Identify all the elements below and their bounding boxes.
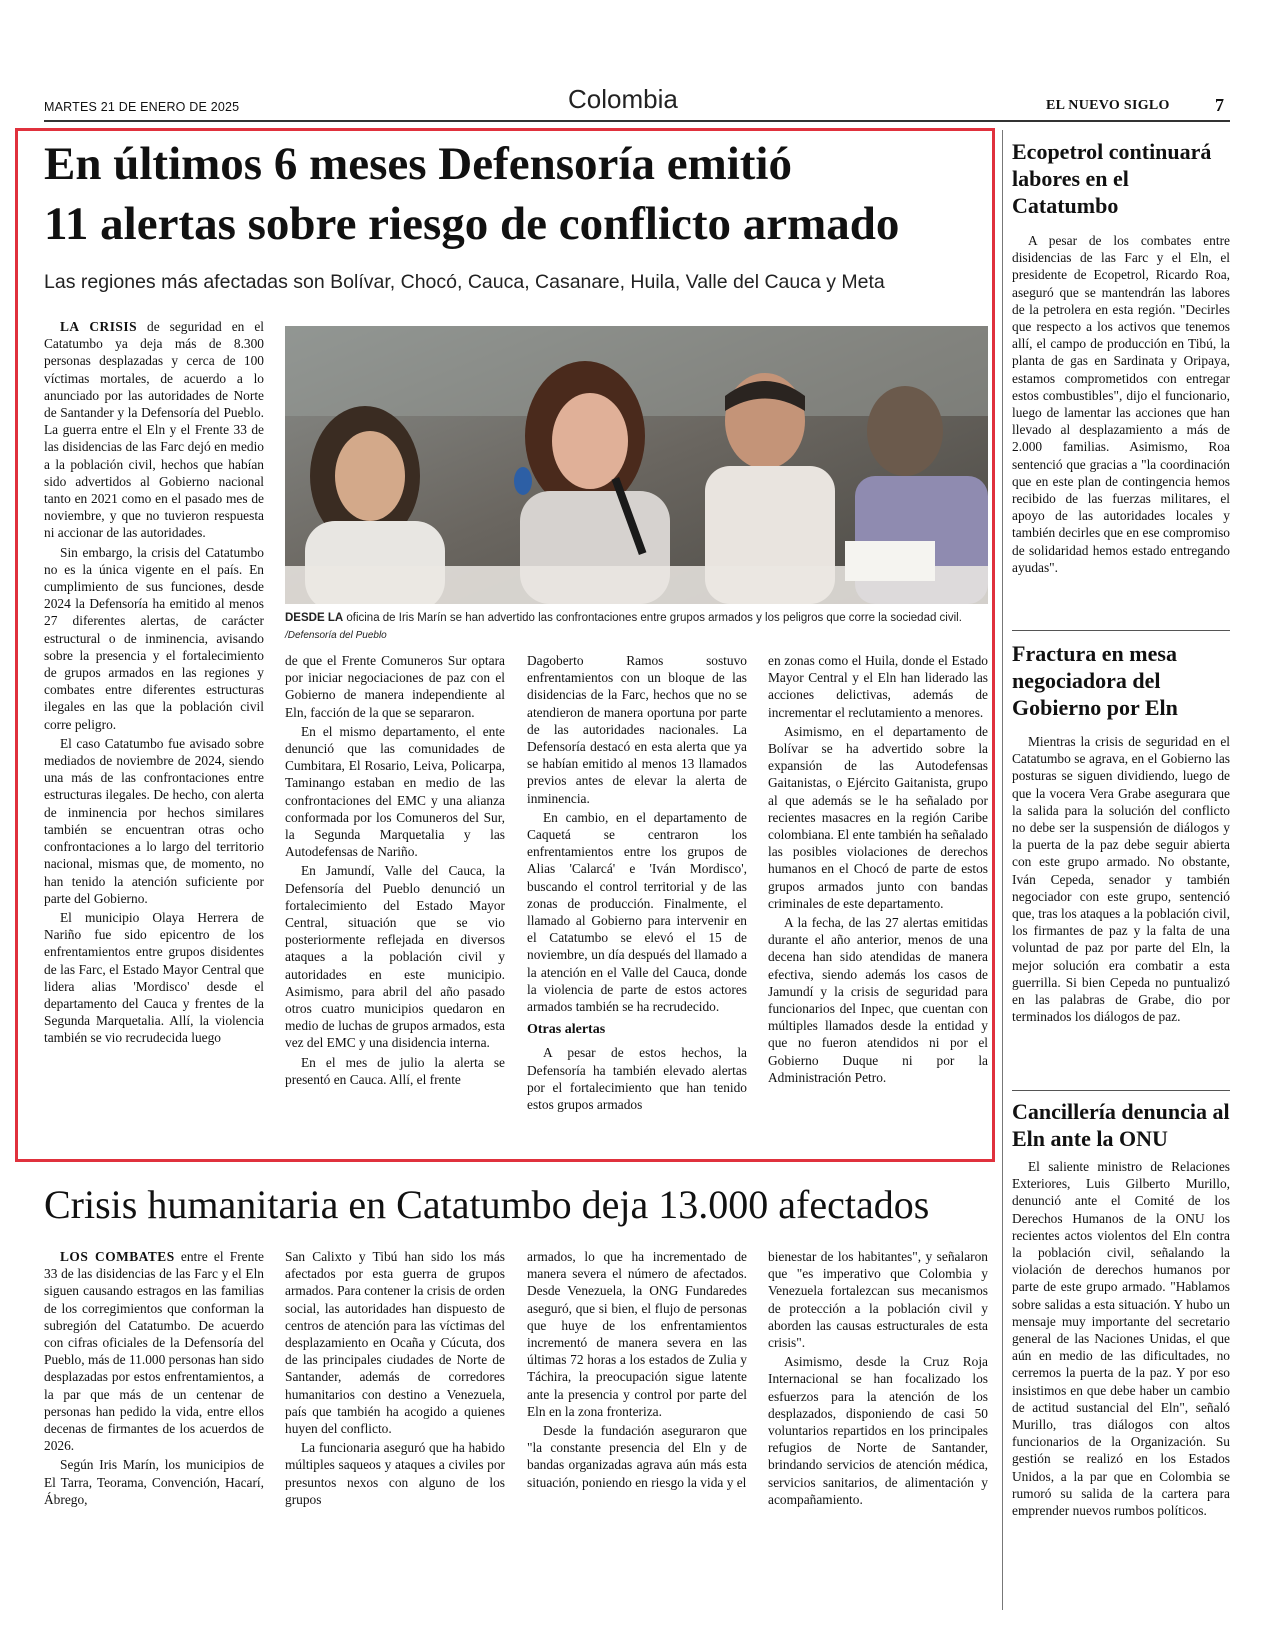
second-lead: LOS COMBATES <box>60 1249 175 1264</box>
photo-caption <box>285 610 988 644</box>
sidebar-headline-1: Ecopetrol continuará labores en el Catatumbo <box>1012 139 1212 218</box>
second-column-2 <box>285 1248 505 1620</box>
sidebar-story3-body: El saliente ministro de Relaciones Exteriores, Luis Gilberto Murillo, denunció ante el Comité de los Derechos Humanos de la ONU los recientes actos violentos del Eln contra la población civil, señalando la violación de derechos humanos por parte de este grupo armado. "Hablamos sobre salidas a esta situación. Y hubo un mensaje muy importante del secretario general de las Naciones Unidas, el que aún en medio de las dificultades, no cerremos la puerta de la paz. Y por eso insistimos en que debe haber un cambio de actitud sustancial del Eln", señaló Murillo, tras diálogos con altos funcionarios de la Organización. Su gestión se realizó en los Estados Unidos, a la par que en Colombia se rumoró su salida de la cartera para emprender nuevos rumbos políticos. <box>1012 1159 1230 1519</box>
sidebar-headline-3: Cancillería denuncia al Eln ante la ONU <box>1012 1099 1230 1151</box>
second-column-1 <box>44 1248 264 1620</box>
main-column-4 <box>768 652 988 1150</box>
sidebar-body-2 <box>1012 733 1230 1085</box>
main-headline <box>44 134 989 254</box>
sidebar-body-3 <box>1012 1158 1230 1628</box>
caption-credit: /Defensoría del Pueblo <box>285 630 387 641</box>
page-date: MARTES 21 DE ENERO DE 2025 <box>44 100 240 114</box>
second-col1-p2: Según Iris Marín, los municipios de El Tarra, Teorama, Convención, Hacarí, Ábrego, <box>44 1457 264 1507</box>
second-col3-p1: armados, lo que ha incrementado de manera severa el número de afectados. Desde Venezuela, la ONG Fundaredes aseguró, que si bien, el flujo de personas que huye de los enfrentamientos incrementó de manera severa en las últimas 72 horas a los estados de Zulia y Táchira, la preocupación sigue latente ante la presencia y control por parte del Eln en la zona fronteriza. <box>527 1249 747 1419</box>
header-rule <box>44 120 1230 122</box>
section-title: Colombia <box>568 84 678 114</box>
sidebar-headline-2: Fractura en mesa negociadora del Gobierno por Eln <box>1012 641 1178 720</box>
second-col2-p1: San Calixto y Tibú han sido los más afectados por esta guerra de grupos armados. Para contener la crisis de orden social, las autoridades han dispuesto de centros de atención para las víctimas del desplazamiento en Ocaña y Cúcuta, dos de las principales ciudades de Norte de Santander, además de corredores humanitarios con destino a Venezuela, país que también ha acogido a quienes huyen del conflicto. <box>285 1249 505 1437</box>
second-col4-p1: bienestar de los habitantes", y señalaron que "es imperativo que Colombia y Venezuela fortalezcan sus mecanismos de protección a la población civil y aborden las causas estructurales de esta crisis". <box>768 1249 988 1351</box>
sidebar-story1-body: A pesar de los combates entre disidencias de las Farc y el Eln, el presidente de Ecopetrol, Ricardo Roa, aseguró que se mantendrán las labores de la petrolera en esta región. "Decirles que respecto a los activos que tenemos allí, el campo de producción en Tibú, la planta de gas en Sardinata y Oripaya, estamos comprometidos con entregar estos combustibles", dijo el funcionario, luego de lamentar las acciones que han llevado al desplazamiento a más de 2.000 familias. Asimismo, Roa sentenció que gracias a "la coordinación que en este plan de contingencia hemos recibido de las fuerzas militares, el apoyo de las autoridades locales y también decirles que en ese compromiso de solidaridad hemos estado entregando ayudas". <box>1012 233 1230 575</box>
main-col3-p3: A pesar de estos hechos, la Defensoría ha también elevado alertas por el fortalecimiento que han tenido estos grupos armados <box>527 1045 747 1113</box>
caption-text: oficina de Iris Marín se han advertido las confrontaciones entre grupos armados y los peligros que corre la sociedad civil. <box>343 612 962 624</box>
second-column-4 <box>768 1248 988 1620</box>
main-subhead-otras-alertas: Otras alertas <box>527 1022 606 1038</box>
main-col3-p1: Dagoberto Ramos sostuvo enfrentamientos con un bloque de las disidencias de la Farc, hechos que no se atendieron de manera oportuna por parte de las autoridades nacionales. La Defensoría destacó en esta alerta que ya se habían emitido al menos 13 llamados previos antes de elevar la alerta de inminencia. <box>527 653 747 806</box>
sidebar-rule-2 <box>1012 1090 1230 1091</box>
sidebar-rule-1 <box>1012 630 1230 631</box>
main-column-3 <box>527 652 747 1150</box>
main-col4-p3: A la fecha, de las 27 alertas emitidas durante el año anterior, menos de una decena han sido atendidas de manera efectiva, siendo además los casos de Jamundí y la crisis de seguridad para funcionarios del Inpec, que cuentan con múltiples llamados desde la entidad y que no fueron atendidos ni por el Gobierno Duque ni por la Administración Petro. <box>768 915 988 1085</box>
main-photo <box>285 326 988 604</box>
main-headline-line2: 11 alertas sobre riesgo de conflicto armado <box>44 198 900 250</box>
sidebar-body-1 <box>1012 232 1230 622</box>
second-col3-p2: Desde la fundación aseguraron que "la constante presencia del Eln y de bandas organizadas agrava aún más esta situación, poniendo en riesgo la vida y el <box>527 1423 747 1490</box>
second-col4-p2: Asimismo, desde la Cruz Roja Internacional se han focalizado los esfuerzos para la atención de los desplazados, disponiendo de casi 50 voluntarios repartidos en los principales refugios de Norte de Santander, brindando servicios de atención médica, servicios sanitarios, de alimentación y acompañamiento. <box>768 1354 988 1507</box>
main-col1-p1: de seguridad en el Catatumbo ya deja más de 8.300 personas desplazadas y cerca de 100 víctimas mortales, de acuerdo a lo anunciado por las autoridades de Norte de Santander y la Defensoría del Pueblo. La guerra entre el Eln y el Frente 33 de las disidencias de las Farc dejó en medio a la población civil, hechos que habían sido advertidos al Gobierno nacional tanto en 2021 como en el pasado mes de noviembre, y que no tuvieron respuesta ni accionar de las autoridades. <box>44 319 264 541</box>
sidebar-divider <box>1002 130 1003 1610</box>
newspaper-name: EL NUEVO SIGLO <box>1046 98 1170 113</box>
photo-illustration <box>285 326 988 604</box>
second-headline: Crisis humanitaria en Catatumbo deja 13.000 afectados <box>44 1182 930 1227</box>
main-col2-p4: En el mes de julio la alerta se presentó en Cauca. Allí, el frente <box>285 1054 505 1087</box>
sidebar-story2-body: Mientras la crisis de seguridad en el Catatumbo se agrava, en el Gobierno las posturas se siguen dividiendo, luego de que la vocera Vera Grabe asegurara que la salida para la solución del conflicto no debe ser la suspensión de diálogos y la puerta de la paz debe seguir abierta con este grupo armado. No obstante, Iván Cepeda, senador y también negociador con este grupo, sentenció que, tras los ataques a la población civil, los firmantes de paz y la falta de una voluntad de paz por parte del Eln, la mejor solución era combatir a esta guerrilla. Si bien Cepeda no puntualizó en las palabras de Grabe, dio por terminados los diálogos de paz. <box>1012 734 1230 1025</box>
main-lead: LA CRISIS <box>60 319 138 334</box>
second-column-3 <box>527 1248 747 1620</box>
main-col3-p2: En cambio, en el departamento de Caquetá se centraron los enfrentamientos entre los grupos de Alias 'Calarcá' e 'Iván Mordisco', buscando el control territorial y de las zonas de producción. Finalmente, el llamado al Gobierno para intervenir en el Catatumbo se elevó el 15 de noviembre, un día después del llamado a la atención en el Valle del Cauca, donde la violencia de parte de estos actores armados también se ha recrudecido. <box>527 809 747 1015</box>
main-subheadline: Las regiones más afectadas son Bolívar, Chocó, Cauca, Casanare, Huila, Valle del Cauca y Meta <box>44 271 885 293</box>
main-col1-p3: El caso Catatumbo fue avisado sobre mediados de noviembre de 2024, siendo una más de las confrontaciones entre estructuras ilegales. De hecho, con alerta de inminencia por hechos similares también se encuentran otras ocho confrontaciones a lo largo del territorio nacional, mismas que, de momento, no han tenido la atención suficiente por parte del Gobierno. <box>44 735 264 906</box>
main-col4-p2: Asimismo, en el departamento de Bolívar se ha advertido sobre la expansión de las Autodefensas Gaitanistas, o Ejército Gaitanista, grupo al que además se le ha señalado por recientes masacres en la región Caribe colombiana. El ente también ha señalado las posibles violaciones de derechos humanos en el Chocó de parte de estos grupos armados junto con bandas criminales de este departamento. <box>768 723 988 911</box>
main-col1-p2: Sin embargo, la crisis del Catatumbo no es la única vigente en el país. En cumplimiento de sus funciones, desde 2024 la Defensoría ha emitido al menos 27 diferentes alertas, de carácter estructural o de inminencia, avisando sobre la presencia y el fortalecimiento de grupos armados en las regiones y combates entre diferentes estructuras ilegales en las que la población civil corre peligro. <box>44 544 264 732</box>
main-column-1 <box>44 318 264 1150</box>
page-number: 7 <box>1215 95 1224 115</box>
main-col1-p4: El municipio Olaya Herrera de Nariño fue sido epicentro de los enfrentamientos entre grupos disidentes de las Farc, el Estado Mayor Central que lidera alias 'Mordisco' desde el departamento del Cauca y frentes de la Segunda Marquetalia. Allí, la violencia también se vio recrudecida luego <box>44 909 264 1046</box>
second-col1-p1: entre el Frente 33 de las disidencias de las Farc y el Eln siguen causando estragos en las familias de los corregimientos que conforman la subregión del Catatumbo. De acuerdo con cifras oficiales de la Defensoría del Pueblo, más de 11.000 personas han sido desplazadas por estos enfrentamientos, a la par que más de un centenar de personas han pedido la vida, entre ellos decenas de firmantes de los acuerdos de 2026. <box>44 1249 264 1454</box>
main-col4-p1: en zonas como el Huila, donde el Estado Mayor Central y el Eln han liderado las acciones delictivas, además de incrementar el reclutamiento a menores. <box>768 653 988 720</box>
second-col2-p2: La funcionaria aseguró que ha habido múltiples saqueos y ataques a civiles por presuntos nexos con alguno de los grupos <box>285 1440 505 1507</box>
caption-lead: DESDE LA <box>285 612 344 624</box>
main-headline-line1: En últimos 6 meses Defensoría emitió <box>44 138 792 190</box>
main-col2-p1: de que el Frente Comuneros Sur optara por iniciar negociaciones de paz con el Gobierno de manera independiente al Eln, facción de la que se separaron. <box>285 653 505 720</box>
main-col2-p2: En el mismo departamento, el ente denunció que las comunidades de Cumbitara, El Rosario, Leiva, Policarpa, Taminango estaban en medio de las confrontaciones del EMC y una alianza conformada por los Comuneros del Sur, la Segunda Marquetalia y las Autodefensas de Nariño. <box>285 723 505 860</box>
main-column-2 <box>285 652 505 1150</box>
main-col2-p3: En Jamundí, Valle del Cauca, la Defensoría del Pueblo denunció un fortalecimiento del Estado Mayor Central, situación que se vio posteriormente reflejada en diversos ataques a la población civil y autoridades en este municipio. Asimismo, para abril del año pasado otros cuatro municipios quedaron en medio de luchas de grupos armados, esta vez del EMC y una disidencia interna. <box>285 863 505 1051</box>
